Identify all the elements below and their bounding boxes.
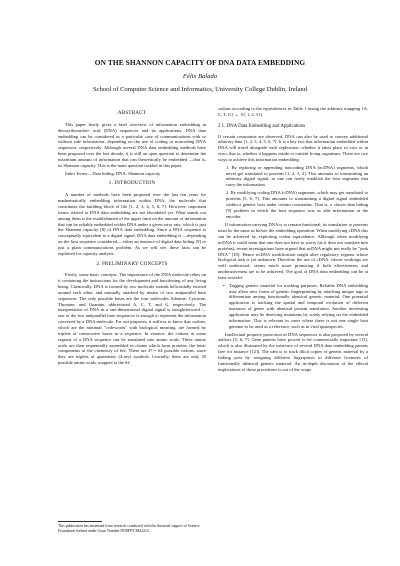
paper-title: ON THE SHANNON CAPACITY OF DNA DATA EMBEDDING <box>94 58 306 67</box>
section-1-heading: 1. INTRODUCTION <box>108 180 156 187</box>
abstract-heading: ABSTRACT <box>117 110 147 116</box>
intro-paragraph: A number of methods have been proposed over the last ten years for mathematically embedding information within DNA, the molecule that constitutes the building block of life [1, 2, 3, 4, 5, 6, 7]. However, important issues related to DNA data embedding are not elucidated yet. What stands out among them is the establishment of the upper limit on the amount of information that can be reliably embedded within DNA under a given error rate, which is just the Shannon capacity [8] of DNA data embedding. Since a DNA sequence is conceptually equivalent to a digital signal, DNA data embedding is —depending on the host sequence considered— either an instance of digital data hiding [9] or just a plain communications problem. As we will see, these facts can be exploited for capacity analysis. <box>58 192 206 256</box>
left-column <box>58 106 206 367</box>
index-terms-text: Data hiding, DNA, Shannon capacity <box>91 170 161 176</box>
codon-continuation: codons according to the equivalences in Table 1 (using the arbitrary mapping {A, C, T, G} ↔ {0, 1, 2, 3}). <box>218 106 368 117</box>
footnote: This publication has emanated from research conducted with the financial support of Science Foundation Ireland under Grant Number 09/RFP/CMS2212. <box>58 524 200 533</box>
list-item: 1. By replacing or appending noncoding DNA (ncDNA) segments, which never get translated to proteins [1, 2, 3, 4]. This amounts to transmitting an arbitrary digital signal, as one can freely establish the host segments that carry the information. <box>226 164 368 188</box>
footnote-rule <box>58 521 102 522</box>
embedding-paragraph: If certain constraints are observed, DNA can also be used to convey additional arbitrary data [1, 2, 3, 4, 5, 6, 7]. It is a key fact that information embedded within DNA will travel alongside each replication, whether it takes place in vivo or in vitro, that is, whether it happens inside or outside living organisms. There are two ways to achieve this information embedding: <box>218 133 368 162</box>
index-terms-label: Index Terms— <box>65 170 92 176</box>
abstract-text: This paper firstly gives a brief overview of information embedding in deoxyribonucleic acid (DNA) sequences and its applications. DNA data embedding can be considered as a particular case of communications with or without side information, depending on the use of coding or noncoding DNA sequences, respectively. Although several DNA data embedding methods have been proposed over the last decade, it is still an open question to determine the maximum amount of information that can theoretically be embedded —that is, its Shannon capacity. This is the main question tackled in this paper. <box>58 121 206 168</box>
list-item: 2. By modifying coding DNA (cDNA) segments, which may get translated to proteins [5, 6, 7]. This amounts to transmitting a digital signal embedded within a genetic host under certain constraints. That is, a classic data hiding [9] problem in which the host sequence acts as side information at the encoder. <box>226 190 368 219</box>
section-2-heading: 2. PRELIMINARY CONCEPTS <box>96 260 168 267</box>
subsection-2-1-heading: 2.1. DNA Data Embedding and Applications <box>218 123 306 129</box>
goals-list <box>218 283 368 330</box>
right-column <box>218 106 368 373</box>
embedding-methods-list <box>218 165 368 220</box>
ip-protection-paragraph: Intellectual property protection of DNA sequences is also proposed by several authors [5, 6, 7]. Gene patents have proved to be commercially important [11], which is also illustrated by the existence of several DNA data embedding patents (see for instance [12]). The idea is to track illicit copies of genetic material by a linking post by assigning different fingerprints to different licensees of functionally identical genetic material. An in-depth discussion of the ethical implications of these procedures is out of the scope <box>218 331 368 372</box>
index-terms <box>58 171 206 177</box>
functional-paragraph: If information-carrying DNA is to remain functional, its translation to proteins must be the same as before the embedding operation. When modifying cDNA this can be achieved by exploiting codon equivalence. Although when modifying ncDNA it could seem that one does not have to worry (as it does not translate into proteins), recent investigations have argued that ncDNA might not really be "junk DNA" [10]. Hence ncDNA modification might alter regulatory regions whose biological task is yet unknown. Therefore the use of cDNA, whose workings are well understood, seems much more promising if both effectiveness and unobtrusiveness are to be achieved. The goal of DNA data embedding can be at least twofold: <box>218 222 368 280</box>
author-name: Félix Balado <box>182 73 218 80</box>
affiliation: School of Computer Science and Informatics, University College Dublin, Ireland <box>92 86 308 93</box>
list-item: • Tagging genetic material for tracking purposes. Reliable DNA embedding may allow new forms of genetic fingerprinting by attaching unique tags to differentiate among functionally identical genetic material. One potential application is tracking the spatial and temporal evolution of different instances of genes with identical protein translation. Another interesting application may be detecting mutations by solely relying on the embedded information. This is relevant in cases where there is not one single host genome to be used as a reference, such as in viral quasispecies. <box>229 283 368 330</box>
concepts-paragraph: Firstly, some basic concepts. The importance of the DNA molecule relies on it containing the instructions for the development and functioning of any living being. Chemically, DNA is formed by two molecule strands helicoidally twisted around each other, and mutually attached by means of two antiparallel base sequences. The only possible bases are the four molecules Adenine, Cytosine, Thymine, and Guanine, abbreviated A, C, T, and G, respectively. The interpretation of DNA as a one-dimensional digital signal is straightforward —one of the two antiparallel base sequences is enough to represent the information conveyed by a DNA molecule. For our purposes, it suffices to know that codons, which are the minimal "codewords" with biological meaning, are formed by triplets of consecutive bases in a sequence. In essence, the codons in some regions of a DNA sequence can be translated into amino acids. These amino acids are then sequentially assembled in chains which form proteins, the basic components of the chemistry of life. There are 4³ = 64 possible codons, since they are triplets of quaternary (4-ary) symbols. Crucially, there are only 20 possible amino acids, mapped to the 64 <box>58 272 206 366</box>
